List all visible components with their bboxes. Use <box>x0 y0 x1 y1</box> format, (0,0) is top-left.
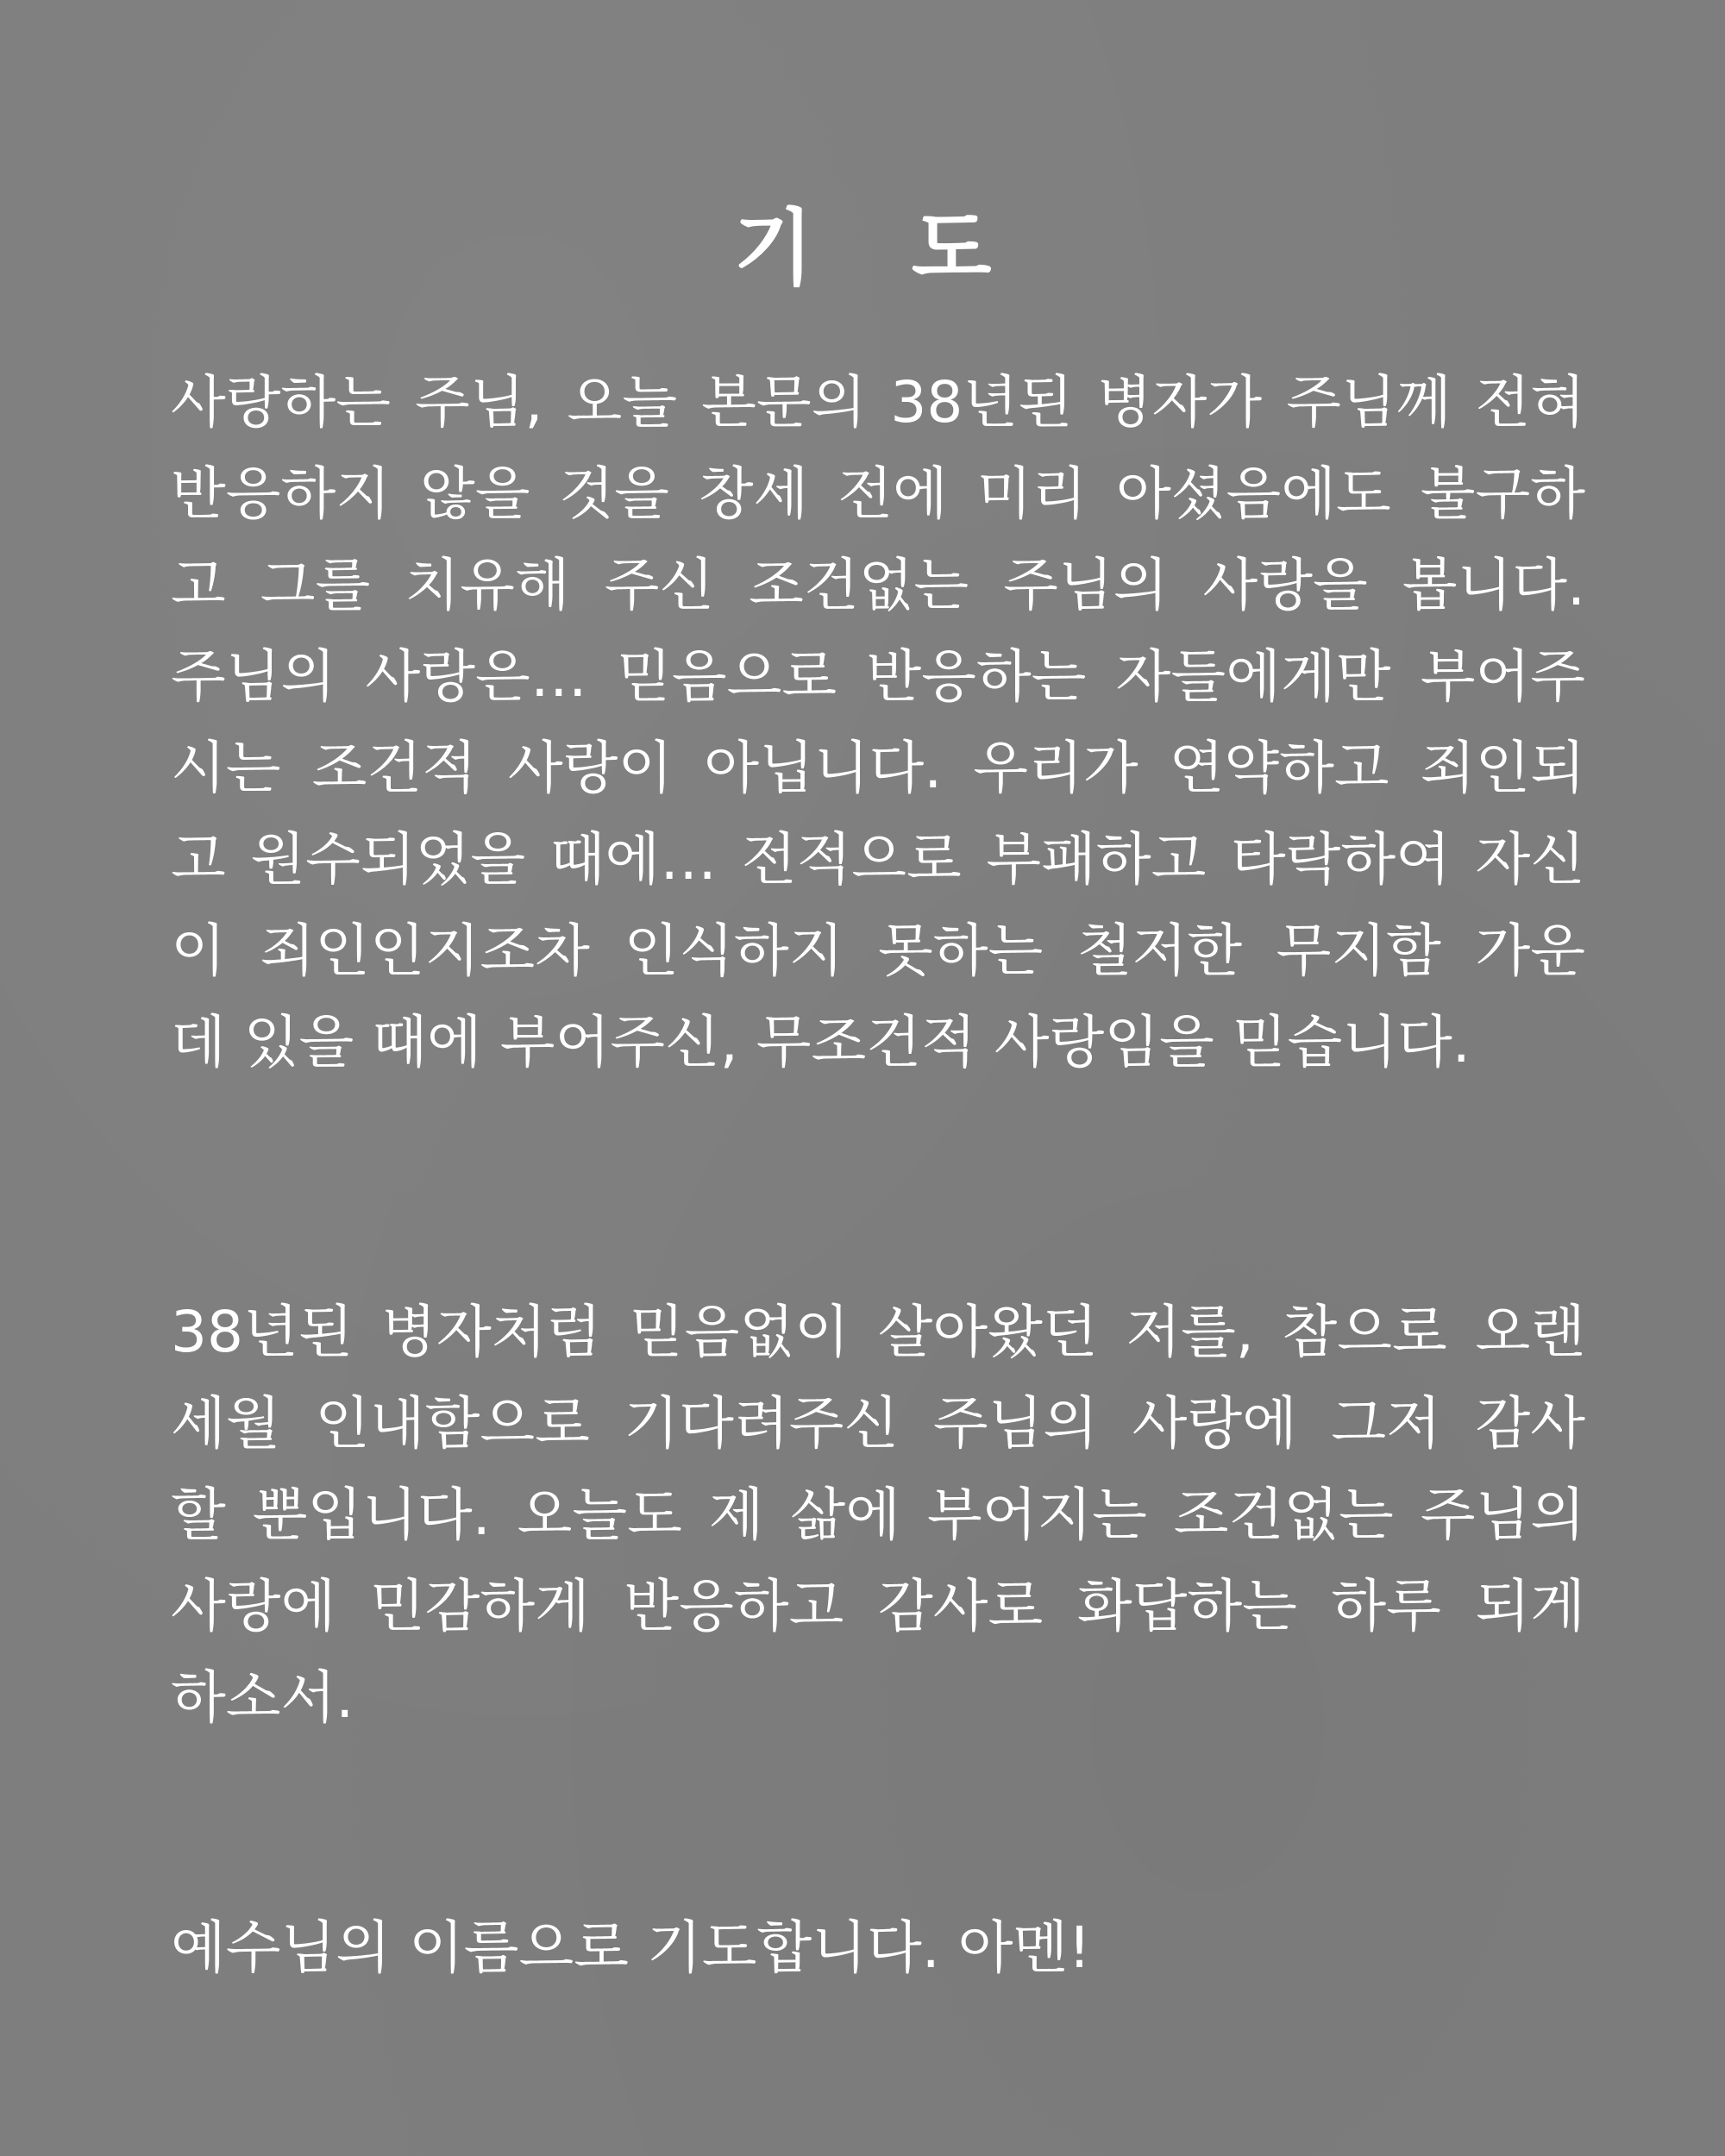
prayer-paragraph-2 <box>171 1287 1585 1744</box>
text-line: 예수님의 이름으로 기도합니다. 아멘! <box>171 1915 1091 1981</box>
text-line: 사랑하는 주님, 오늘 본문의 38년된 병자가 주님께 전혀 <box>171 369 1585 436</box>
text-line: 주님의 사랑은… 믿음으로 반응하는 자들에게만 부어주 <box>171 643 1585 710</box>
text-line: 반응하지 않을 것을 창세 전에 미리 아셨음에도 불구하 <box>171 461 1585 527</box>
text-line: 고 그를 치유해 주신 조건없는 주님의 사랑을 봅니다. <box>171 552 1585 618</box>
prayer-closing <box>171 1902 1585 1994</box>
text-line: 할 뿐입니다. 오늘도 제 삶에 부어지는 조건없는 주님의 <box>171 1482 1585 1548</box>
text-line: 고 원수되었을 때에… 전적으로 부패하고 타락하여 자신 <box>171 826 1585 893</box>
text-line: 시는 조건적 사랑이 아닙니다. 우리가 연약하고 죄인되 <box>171 735 1585 801</box>
page-title: 기 도 <box>733 200 1026 297</box>
text-line: 데 있을 때에 부어주신, 무조건적 사랑임을 믿습니다. <box>171 1009 1471 1075</box>
text-line: 하소서. <box>171 1664 354 1731</box>
text-line: 세월 인내함으로 기다려주신 주님의 사랑에 그저 감사 <box>171 1390 1585 1457</box>
text-line: 사랑에 민감하게 반응하고 감사로 화답하는 하루 되게 <box>171 1573 1585 1639</box>
text-line: 이 죄인인지조차 인식하지 못하는 철저한 무지함 가운 <box>171 918 1585 984</box>
text-line: 38년된 병자처럼 믿음없이 살아왔던 저를, 참으로 오랜 <box>171 1299 1585 1365</box>
prayer-paragraph-1 <box>171 357 1585 1088</box>
